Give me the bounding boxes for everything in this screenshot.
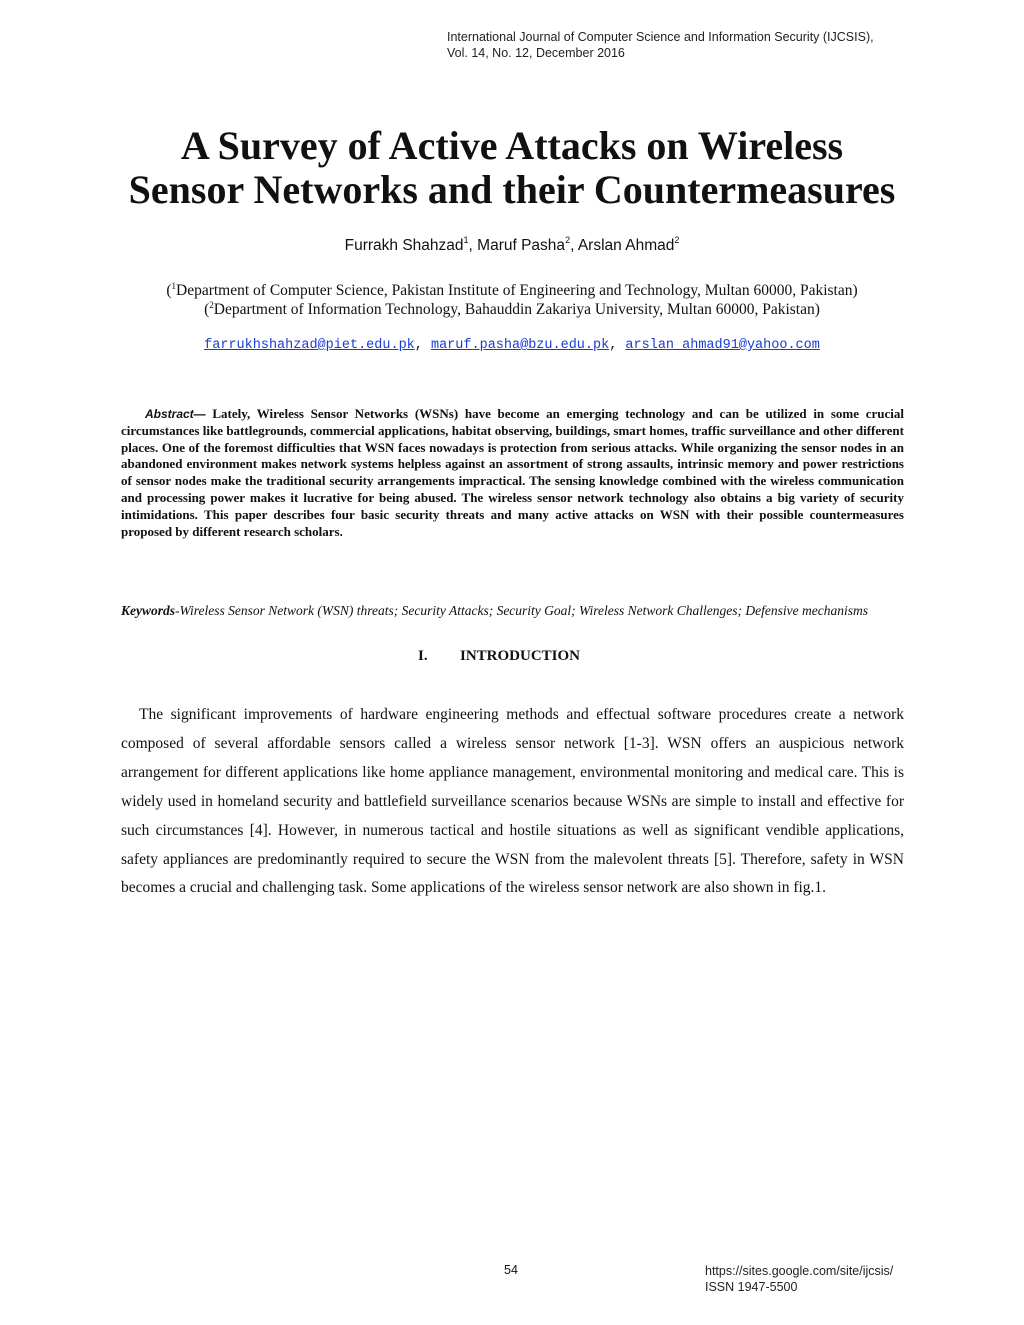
keywords-text: -Wireless Sensor Network (WSN) threats; Security Attacks; Security Goal; Wireless Network Challenges; Defensive mechanisms <box>175 603 868 618</box>
author-list <box>0 236 1024 256</box>
author-affiliation-mark: 1 <box>463 235 469 245</box>
email-link[interactable]: maruf.pasha@bzu.edu.pk <box>430 338 610 353</box>
affiliation-paren: ( <box>204 301 210 318</box>
author-separator: , <box>468 237 478 254</box>
email-separator: , <box>414 338 431 353</box>
paper-title-line1: A Survey of Active Attacks on Wireless <box>180 123 844 168</box>
keywords <box>121 602 904 620</box>
author-affiliation-mark: 2 <box>674 235 680 245</box>
affiliation-paren: ( <box>166 282 172 299</box>
intro-paragraph: The significant improvements of hardware engineering methods and effectual software procedures create a network composed of several affordable sensors called a wireless sensor network [1-3]. WSN offers an auspicious network arrangement for different applications like home appliance management, environmental monitoring and medical care. This is widely used in homeland security and battlefield surveillance scenarios because WSNs are simple to install and effective for such circumstances [4]. However, in numerous tactical and hostile situations as well as significant vendible applications, safety appliances are predominantly required to secure the WSN from the malevolent threats [5]. Therefore, safety in WSN becomes a crucial and challenging task. Some applications of the wireless sensor network are also shown in fig.1. <box>121 706 904 897</box>
page-number: 54 <box>504 1263 518 1277</box>
affiliations <box>0 281 1024 319</box>
section-title: INTRODUCTION <box>460 648 581 664</box>
email-link[interactable]: farrukhshahzad@piet.edu.pk <box>204 338 415 353</box>
abstract-text: Lately, Wireless Sensor Networks (WSNs) have become an emerging technology and can be utilized in some crucial circumstances like battlegrounds, commercial applications, habitat observing, buildings, smart homes, traffic surveillance and other different places. One of the foremost difficulties that WSN faces nowadays is protection from serious attacks. While organizing the sensor nodes in an abandoned environment makes network systems helpless against an assortment of strong assaults, intrinsic memory and power restrictions of sensor nodes make the traditional security arrangements impractical. The sensing knowledge combined with the wireless communication and processing power makes it lucrative for being abused. The wireless sensor network technology also obtains a big variety of security intimidations. This paper describes four basic security threats and many active attacks on WSN with their possible countermeasures proposed by different research scholars. <box>121 406 904 539</box>
author-name: Arslan Ahmad <box>577 237 675 254</box>
journal-header-line2: Vol. 14, No. 12, December 2016 <box>447 46 625 60</box>
affiliation-text: Department of Information Technology, Bahauddin Zakariya University, Multan 60000, Pakistan) <box>213 301 820 318</box>
paper-title-line2: Sensor Networks and their Countermeasures <box>128 167 896 212</box>
journal-footer <box>705 1263 893 1295</box>
author-name: Furrakh Shahzad <box>344 237 464 254</box>
paper-title <box>0 124 1024 212</box>
journal-issn: ISSN 1947-5500 <box>705 1280 798 1294</box>
author-separator: , <box>570 237 578 254</box>
email-link[interactable]: arslan_ahmad91@yahoo.com <box>625 338 820 353</box>
journal-url[interactable]: https://sites.google.com/site/ijcsis/ <box>705 1264 894 1278</box>
author-emails <box>0 337 1024 355</box>
affiliation-line <box>0 281 1024 300</box>
keywords-label: Keywords <box>121 603 175 618</box>
section-number: I. <box>418 648 428 664</box>
email-separator: , <box>609 338 626 353</box>
section-heading <box>418 648 580 665</box>
journal-header-line1: International Journal of Computer Science and Information Security (IJCSIS), <box>447 30 874 44</box>
affiliation-line <box>0 300 1024 319</box>
affiliation-text: Department of Computer Science, Pakistan Institute of Engineering and Technology, Multan 60000, Pakistan) <box>176 282 858 299</box>
abstract <box>121 406 904 540</box>
abstract-label: Abstract— <box>145 407 206 421</box>
author-name: Maruf Pasha <box>477 237 566 254</box>
affiliation-mark: 1 <box>171 281 177 291</box>
affiliation-mark: 2 <box>209 300 214 310</box>
journal-header <box>447 29 874 61</box>
author-affiliation-mark: 2 <box>565 235 571 245</box>
